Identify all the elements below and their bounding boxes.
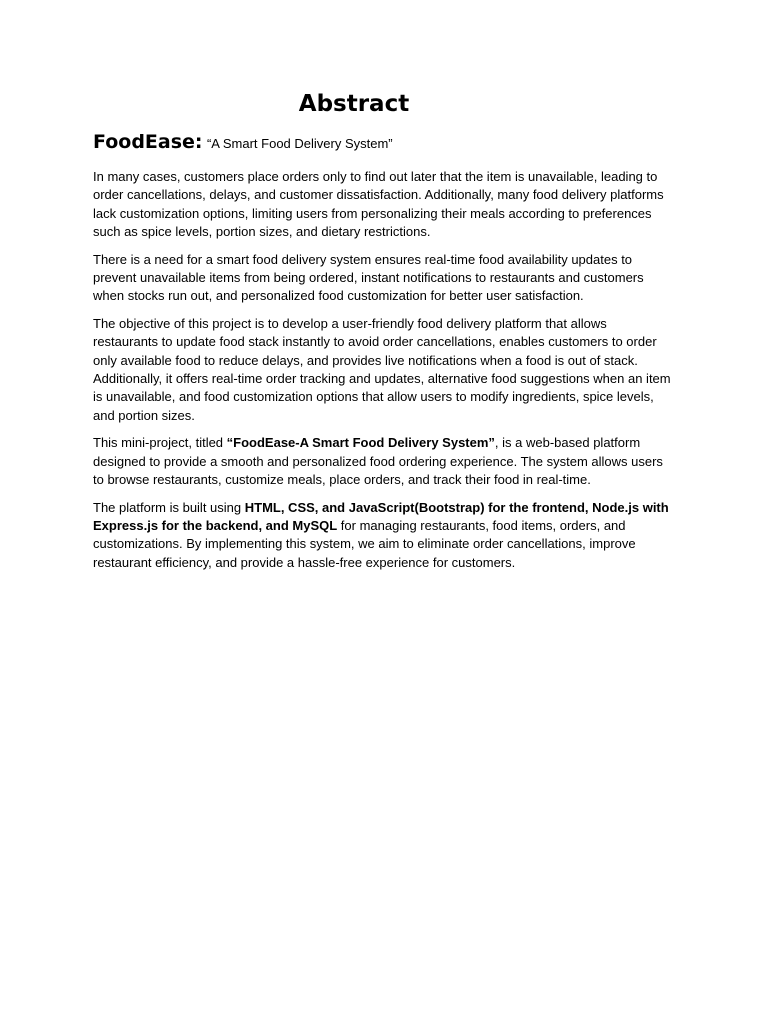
paragraph-objective: The objective of this project is to develop a user-friendly food delivery platform that allows restaurants to update food stack instantly to avoid order cancellations, enables customers to order only available food to reduce delays, and provides live notifications when a food is out of stack. Additionally, it offers real-time order tracking and updates, alternative food suggestions when an item is unavailable, and food customization options that allow users to modify ingredients, spice levels, and portion sizes. <box>93 315 671 423</box>
paragraph-project-intro-title: “FoodEase-A Smart Food Delivery System” <box>226 435 495 451</box>
paragraph-project-intro-rest: , is a web-based platform designed to provide a smooth and personalized food ordering experience. The system allows users to browse restaurants, customize meals, place orders, and track their food in real-time. <box>93 435 663 488</box>
project-tagline: “A Smart Food Delivery System” <box>206 136 393 151</box>
paragraph-project-intro-lead: This mini-project, titled <box>93 435 227 451</box>
page-title: Abstract <box>298 91 410 117</box>
paragraph-need: There is a need for a smart food delivery system ensures real-time food availability updates to prevent unavailable items from being ordered, instant notifications to restaurants and customers when stocks run out, and personalized food customization for better user satisfaction. <box>93 251 644 304</box>
document-body <box>93 89 673 581</box>
paragraph-problem: In many cases, customers place orders only to find out later that the item is unavailable, leading to order cancellations, delays, and customer dissatisfaction. Additionally, many food delivery platforms lack customization options, limiting users from personalizing their meals according to preferences such as spice levels, portion sizes, and dietary restrictions. <box>93 169 664 240</box>
paragraph-project-intro <box>93 434 673 489</box>
paragraph-tech-stack-rest: for managing restaurants, food items, orders, and customizations. By implementing this system, we aim to eliminate order cancellations, improve restaurant efficiency, and provide a hassle-free experience for customers. <box>93 517 636 570</box>
paragraph-tech-stack-lead: The platform is built using <box>93 499 245 515</box>
paragraph-tech-stack <box>93 499 673 573</box>
project-name: FoodEase: <box>93 131 203 153</box>
paragraph-tech-stack-technologies: HTML, CSS, and JavaScript(Bootstrap) for the frontend, Node.js with Express.js for the backend, and MySQL <box>93 499 669 533</box>
project-heading <box>93 129 673 157</box>
